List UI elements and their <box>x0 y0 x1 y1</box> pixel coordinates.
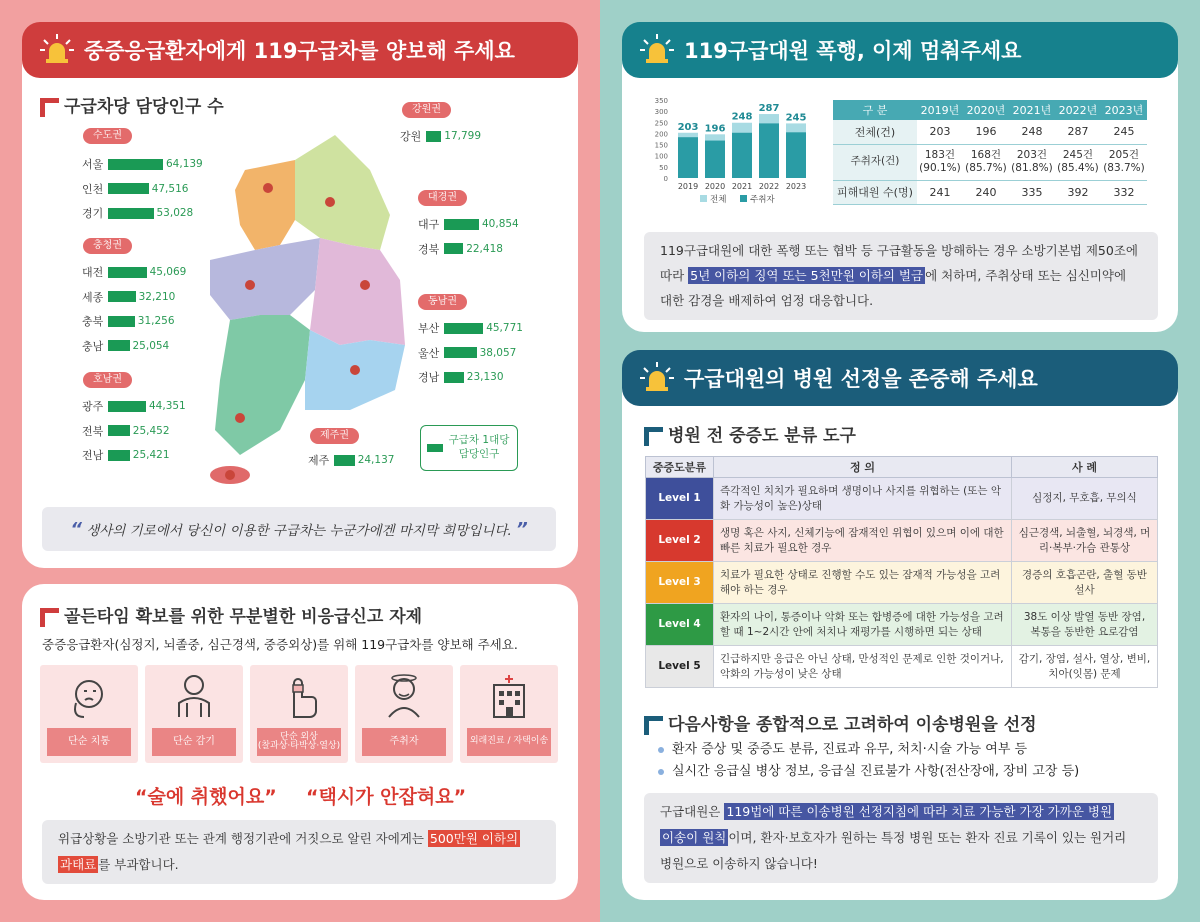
quote-mark: ” <box>516 518 528 540</box>
section-description: 중증응급환자(심정지, 뇌졸중, 심근경색, 중증외상)를 위해 119구급차를 양보해 주세요. <box>42 637 518 652</box>
banner-title: 구급대원의 병원 선정을 존중해 주세요 <box>684 367 1038 391</box>
triage-header: 사 례 <box>1012 457 1158 478</box>
triage-example: 38도 이상 발열 동반 장염, 복통을 동반한 요로감염 <box>1012 604 1158 646</box>
region-row <box>82 443 186 468</box>
population-bar <box>108 401 146 412</box>
city-name: 부산 <box>418 322 440 336</box>
population-bar <box>108 450 130 461</box>
city-name: 충남 <box>82 339 104 353</box>
stats-cell: 245 <box>1101 120 1147 144</box>
section-title-text: 병원 전 중증도 분류 도구 <box>668 426 856 446</box>
icon-card-hospital <box>460 665 558 763</box>
banner-title: 119구급대원 폭행, 이제 멈춰주세요 <box>684 39 1022 63</box>
assault-stats-table <box>833 100 1147 205</box>
city-name: 울산 <box>418 346 440 360</box>
x-tick-label: 2019 <box>677 182 699 191</box>
x-tick-label: 2020 <box>704 182 726 191</box>
triage-level: Level 1 <box>646 478 714 520</box>
icon-card-cold <box>145 665 243 763</box>
hospital-icon <box>486 673 532 719</box>
y-tick-label: 100 <box>654 152 668 161</box>
region-row <box>418 341 523 366</box>
list-jeju <box>308 448 394 473</box>
city-name: 세종 <box>82 290 104 304</box>
map-dot-dongnam <box>350 365 360 375</box>
map-region-gangwon <box>295 135 390 250</box>
stats-cell: 183건 (90.1%) <box>917 144 963 180</box>
data-label: 196 <box>704 123 726 135</box>
y-tick-label: 350 <box>654 97 668 105</box>
section-title-text: 다음사항을 종합적으로 고려하여 이송병원을 선정 <box>668 715 1037 735</box>
section-title-consider <box>644 710 1037 735</box>
stats-header-cell: 2022년 <box>1055 100 1101 120</box>
siren-icon <box>40 34 74 64</box>
stats-row-label: 전체(건) <box>833 120 917 144</box>
triage-row <box>646 646 1158 688</box>
triage-definition: 환자의 나이, 통증이나 악화 또는 합병증에 대한 가능성을 고려할 때 1~2시간 안에 처치나 재평가를 시행하면 되는 상태 <box>714 604 1012 646</box>
population-bar <box>108 425 130 436</box>
list-capital <box>82 152 203 226</box>
y-tick-label: 200 <box>654 130 668 139</box>
city-name: 대전 <box>82 266 104 280</box>
principle-text: 이며, 환자·보호자가 원하는 특정 병원 또는 환자 진료 기록이 있는 원거리 병원으로 이송하지 않습니다! <box>660 830 1127 871</box>
stats-cell: 332 <box>1101 180 1147 204</box>
population-bar <box>108 316 135 327</box>
population-value: 31,256 <box>137 315 175 328</box>
stats-cell: 196 <box>963 120 1009 144</box>
map-dot-capital <box>263 183 273 193</box>
icon-card-label: 주취자 <box>362 728 446 756</box>
population-bar <box>108 159 163 170</box>
population-value: 25,421 <box>132 449 170 462</box>
population-bar <box>334 455 355 466</box>
triage-header: 중증도분류 <box>646 457 714 478</box>
penalty-text: 에 처하며, 주취상태 또는 심신미약에 대한 감경을 배제하여 엄정 대응합니다. <box>660 268 1127 308</box>
region-badge: 제주권 <box>310 428 359 444</box>
section-title-text: 골든타임 확보를 위한 무분별한 비응급신고 자제 <box>64 607 423 627</box>
stats-cell: 392 <box>1055 180 1101 204</box>
region-row <box>82 309 186 334</box>
region-row <box>82 285 186 310</box>
triage-example: 심정지, 무호흡, 무의식 <box>1012 478 1158 520</box>
region-row <box>418 237 519 262</box>
region-badge: 강원권 <box>402 102 451 118</box>
population-value: 40,854 <box>482 218 519 231</box>
triage-row <box>646 562 1158 604</box>
map-dot-chungcheong <box>245 280 255 290</box>
population-value: 47,516 <box>151 182 189 195</box>
region-row <box>82 201 203 226</box>
map-dot-honam <box>235 413 245 423</box>
population-bar <box>108 340 130 351</box>
population-bar <box>108 291 136 302</box>
y-tick-label: 300 <box>654 108 668 117</box>
triage-example: 감기, 장염, 설사, 열상, 변비, 치아(잇몸) 문제 <box>1012 646 1158 688</box>
population-value: 24,137 <box>357 454 395 467</box>
legend-label: 주취자 <box>750 195 775 205</box>
icon-card-toothache <box>40 665 138 763</box>
population-bar <box>444 323 483 334</box>
region-row <box>82 419 186 444</box>
stats-cell: 203 <box>917 120 963 144</box>
population-bar <box>444 347 477 358</box>
stats-header-cell: 2023년 <box>1101 100 1147 120</box>
population-bar <box>108 267 147 278</box>
population-bar <box>444 243 463 254</box>
region-row <box>308 448 394 473</box>
population-value: 45,069 <box>149 266 187 279</box>
region-row <box>418 212 519 237</box>
stats-row <box>833 180 1147 204</box>
bullet-square-icon <box>40 608 54 622</box>
consider-bullet: 환자 증상 및 중증도 분류, 진료과 유무, 처치·시술 가능 여부 등 <box>658 738 1027 757</box>
stats-cell: 245건 (85.4%) <box>1055 144 1101 180</box>
bullet-square-icon <box>644 716 658 730</box>
map-legend <box>420 425 518 471</box>
section-title-text: 구급차당 담당인구 수 <box>64 97 224 117</box>
list-daegyeong <box>418 212 519 261</box>
region-badge: 동남권 <box>418 294 467 310</box>
region-row <box>82 394 186 419</box>
stats-row-label: 주취자(건) <box>833 144 917 180</box>
population-value: 38,057 <box>479 346 517 359</box>
stats-cell: 240 <box>963 180 1009 204</box>
section-title-golden-time <box>40 602 422 627</box>
legend-swatch <box>700 195 707 202</box>
y-tick-label: 250 <box>654 119 668 128</box>
map-region-capital <box>235 160 295 250</box>
population-value: 23,130 <box>466 371 504 384</box>
hope-quote <box>42 507 556 551</box>
map-region-daegyeong <box>310 238 405 345</box>
region-row <box>82 152 203 177</box>
population-value: 44,351 <box>149 400 186 413</box>
quote-drunk: “술에 취했어요” <box>135 786 277 808</box>
icon-card-label: 외래진료 / 자택이송 <box>467 728 551 756</box>
triage-header-row <box>646 457 1158 478</box>
icon-card-injury <box>250 665 348 763</box>
bullet-square-icon <box>40 98 54 112</box>
city-name: 인천 <box>82 182 104 196</box>
fine-highlight: 500만원 이하의 <box>429 831 519 846</box>
triage-row <box>646 604 1158 646</box>
fine-text: 를 부과합니다. <box>98 857 179 872</box>
triage-example: 심근경색, 뇌출혈, 뇌경색, 머리·복부·가슴 관통상 <box>1012 520 1158 562</box>
drunk-person-icon <box>381 673 427 719</box>
city-name: 경북 <box>418 242 440 256</box>
triage-definition: 긴급하지만 응급은 아닌 상태, 만성적인 문제로 인한 것이거나, 악화의 가능성이 낮은 상태 <box>714 646 1012 688</box>
assault-bar-chart <box>650 94 820 214</box>
triage-table <box>645 456 1158 688</box>
city-name: 광주 <box>82 400 104 414</box>
population-value: 22,418 <box>466 242 503 255</box>
region-row <box>400 124 481 149</box>
stats-cell: 205건 (83.7%) <box>1101 144 1147 180</box>
hospital-principle-box <box>644 793 1158 883</box>
x-tick-label: 2022 <box>758 182 780 191</box>
banner-respect-hospital <box>622 350 1178 406</box>
population-value: 64,139 <box>166 158 203 171</box>
fine-highlight: 과태료 <box>60 857 97 872</box>
stats-header-cell: 2020년 <box>963 100 1009 120</box>
population-bar <box>426 131 441 142</box>
city-name: 전북 <box>82 424 104 438</box>
bar-주취자 <box>705 141 725 178</box>
population-value: 45,771 <box>486 322 523 335</box>
region-row <box>418 365 523 390</box>
population-value: 32,210 <box>138 290 176 303</box>
map-dot-gangwon <box>325 197 335 207</box>
population-value: 25,452 <box>132 424 170 437</box>
triage-definition: 치료가 필요한 상태로 진행할 수도 있는 잠재적 가능성을 고려해야 하는 경우 <box>714 562 1012 604</box>
quote-mark: “ <box>70 518 82 540</box>
city-name: 경남 <box>418 371 440 385</box>
stats-table-header-row <box>833 100 1147 120</box>
list-honam <box>82 394 186 468</box>
map-dot-jeju <box>225 470 235 480</box>
list-gangwon <box>400 124 481 149</box>
triage-level: Level 4 <box>646 604 714 646</box>
triage-level: Level 2 <box>646 520 714 562</box>
city-name: 대구 <box>418 218 440 232</box>
population-bar <box>108 183 149 194</box>
data-label: 287 <box>758 103 780 115</box>
triage-level: Level 5 <box>646 646 714 688</box>
x-tick-label: 2023 <box>785 182 807 191</box>
population-bar <box>444 372 464 383</box>
map-region-honam <box>215 315 310 455</box>
region-badge: 충청권 <box>83 238 132 254</box>
stats-header-cell: 2019년 <box>917 100 963 120</box>
population-bar <box>444 219 479 230</box>
cold-icon <box>171 673 217 719</box>
legend-label: 전체 <box>710 195 727 205</box>
triage-definition: 생명 혹은 사지, 신체기능에 잠재적인 위협이 있으며 이에 대한 빠른 치료가 필요한 경우 <box>714 520 1012 562</box>
data-label: 203 <box>677 121 699 133</box>
section-title-triage <box>644 421 856 446</box>
siren-icon <box>640 362 674 392</box>
region-badge: 대경권 <box>418 190 467 206</box>
city-name: 전남 <box>82 449 104 463</box>
toothache-icon <box>66 673 112 719</box>
stats-cell: 248 <box>1009 120 1055 144</box>
city-name: 서울 <box>82 158 104 172</box>
city-name: 제주 <box>308 454 330 468</box>
triage-row <box>646 520 1158 562</box>
triage-example: 경증의 호흡곤란, 출혈 동반 설사 <box>1012 562 1158 604</box>
list-chungcheong <box>82 260 186 358</box>
icon-card-label: 단순 외상 (찰과상·타박상·열상) <box>257 728 341 756</box>
data-label: 248 <box>731 111 753 123</box>
principle-text: 구급대원은 <box>660 804 721 819</box>
city-name: 경기 <box>82 207 104 221</box>
triage-level: Level 3 <box>646 562 714 604</box>
legend-text: 구급차 1대당 담당인구 <box>448 434 510 460</box>
penalty-highlight: 5년 이하의 징역 또는 5천만원 이하의 벌금 <box>690 268 924 283</box>
data-label: 245 <box>785 112 807 124</box>
assault-penalty-box <box>644 232 1158 320</box>
penalty-text: 119구급대원에 대한 폭행 또는 협박 등 구급활동을 방해하는 경우 소방기본법 제50조에 따라 <box>660 243 1138 283</box>
map-dot-daegyeong <box>360 280 370 290</box>
stats-row <box>833 120 1147 144</box>
region-row <box>82 260 186 285</box>
y-tick-label: 0 <box>663 175 668 183</box>
stats-cell: 335 <box>1009 180 1055 204</box>
region-row <box>82 334 186 359</box>
stats-row <box>833 144 1147 180</box>
region-row <box>418 316 523 341</box>
triage-row <box>646 478 1158 520</box>
population-bar <box>108 208 154 219</box>
stats-header-cell: 2021년 <box>1009 100 1055 120</box>
principle-highlight: 119법에 따른 이송병원 선정지침에 따라 치료 가능한 가장 가까운 병원 <box>726 804 1113 819</box>
bar-주취자 <box>732 133 752 178</box>
bar-주취자 <box>759 123 779 178</box>
bar-주취자 <box>678 137 698 178</box>
legend-swatch <box>740 195 747 202</box>
legend-swatch <box>427 444 443 452</box>
siren-icon <box>640 34 674 64</box>
false-report-fine-box <box>42 820 556 884</box>
region-row <box>82 177 203 202</box>
stats-cell: 168건 (85.7%) <box>963 144 1009 180</box>
y-tick-label: 150 <box>654 141 668 150</box>
icon-card-label: 단순 치통 <box>47 728 131 756</box>
stats-header-cell: 구 분 <box>833 100 917 120</box>
section-title-population <box>40 92 224 117</box>
y-tick-label: 50 <box>659 163 668 172</box>
x-tick-label: 2021 <box>731 182 753 191</box>
consider-bullet: 실시간 응급실 병상 정보, 응급실 진료불가 사항(전산장애, 장비 고장 등) <box>658 760 1079 779</box>
list-dongnam <box>418 316 523 390</box>
stats-cell: 287 <box>1055 120 1101 144</box>
bullet-square-icon <box>644 427 658 441</box>
stats-row-label: 피해대원 수(명) <box>833 180 917 204</box>
principle-highlight: 이송이 원칙 <box>662 830 727 845</box>
map-region-chungcheong <box>210 238 320 320</box>
icon-card-drunk <box>355 665 453 763</box>
stats-cell: 203건 (81.8%) <box>1009 144 1055 180</box>
banner-title: 중증응급환자에게 119구급차를 양보해 주세요 <box>84 39 515 63</box>
banner-yield-ambulance <box>22 22 578 78</box>
region-badge: 수도권 <box>83 128 132 144</box>
population-value: 53,028 <box>156 207 194 220</box>
triage-definition: 즉각적인 치치가 필요하며 생명이나 사지를 위협하는 (또는 악화 가능성이 높은)상태 <box>714 478 1012 520</box>
bandaged-finger-icon <box>276 673 322 719</box>
region-badge: 호남권 <box>83 372 132 388</box>
bar-주취자 <box>786 132 806 178</box>
population-value: 25,054 <box>132 339 170 352</box>
population-value: 17,799 <box>444 130 482 143</box>
stats-cell: 241 <box>917 180 963 204</box>
icon-card-label: 단순 감기 <box>152 728 236 756</box>
city-name: 충북 <box>82 315 104 329</box>
quote-text: 생사의 기로에서 당신이 이용한 구급차는 누군가에겐 마지막 희망입니다. <box>86 523 512 539</box>
fine-text: 위급상황을 소방기관 또는 관계 행정기관에 거짓으로 알린 자에게는 <box>58 831 424 846</box>
triage-header: 정 의 <box>714 457 1012 478</box>
banner-stop-assault <box>622 22 1178 78</box>
city-name: 강원 <box>400 130 422 144</box>
quote-taxi: “택시가 안잡혀요” <box>306 786 467 808</box>
